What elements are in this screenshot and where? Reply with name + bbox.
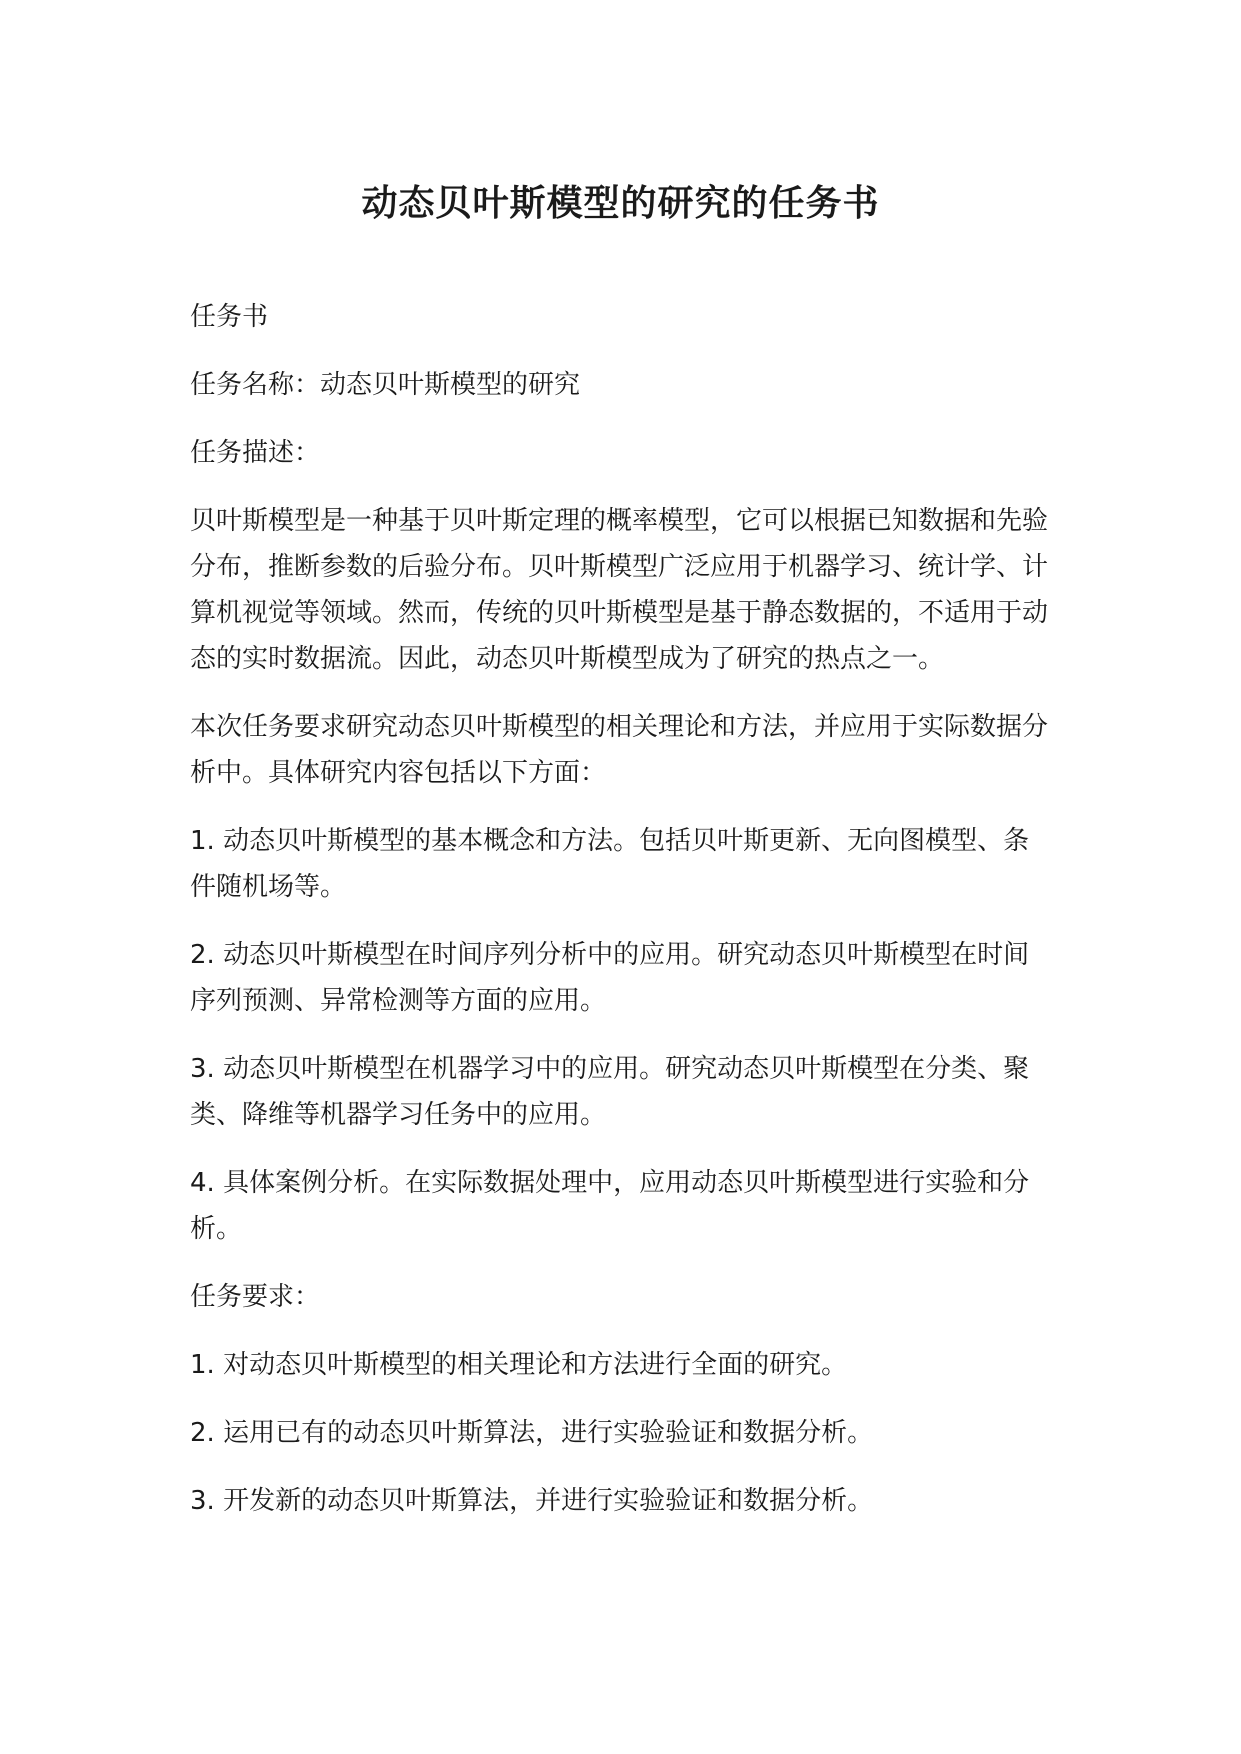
document-title: 动态贝叶斯模型的研究的任务书 [361, 183, 880, 224]
content-item-2: 2. 动态贝叶斯模型在时间序列分析中的应用。研究动态贝叶斯模型在时间序列预测、异常检测等方面的应用。 [190, 940, 1030, 1016]
task-description-heading: 任务描述： [190, 438, 321, 468]
requirement-item-3: 3. 开发新的动态贝叶斯算法，并进行实验验证和数据分析。 [190, 1486, 874, 1516]
content-item-4: 4. 具体案例分析。在实际数据处理中，应用动态贝叶斯模型进行实验和分析。 [190, 1168, 1030, 1244]
task-requirements-heading: 任务要求： [190, 1282, 321, 1312]
task-name-line: 任务名称：动态贝叶斯模型的研究 [190, 370, 581, 400]
document-body [190, 294, 1051, 1524]
requirement-item-2: 2. 运用已有的动态贝叶斯算法，进行实验验证和数据分析。 [190, 1418, 874, 1448]
description-paragraph-2: 本次任务要求研究动态贝叶斯模型的相关理论和方法，并应用于实际数据分析中。具体研究内容包括以下方面： [190, 712, 1049, 788]
content-item-3: 3. 动态贝叶斯模型在机器学习中的应用。研究动态贝叶斯模型在分类、聚类、降维等机器学习任务中的应用。 [190, 1054, 1030, 1130]
section-heading-task-book: 任务书 [190, 302, 269, 332]
description-paragraph-1: 贝叶斯模型是一种基于贝叶斯定理的概率模型，它可以根据已知数据和先验分布，推断参数的后验分布。贝叶斯模型广泛应用于机器学习、统计学、计算机视觉等领域。然而，传统的贝叶斯模型是基于静态数据的，不适用于动态的实时数据流。因此，动态贝叶斯模型成为了研究的热点之一。 [190, 506, 1049, 674]
content-item-1: 1. 动态贝叶斯模型的基本概念和方法。包括贝叶斯更新、无向图模型、条件随机场等。 [190, 826, 1030, 902]
requirement-item-1: 1. 对动态贝叶斯模型的相关理论和方法进行全面的研究。 [190, 1350, 848, 1380]
